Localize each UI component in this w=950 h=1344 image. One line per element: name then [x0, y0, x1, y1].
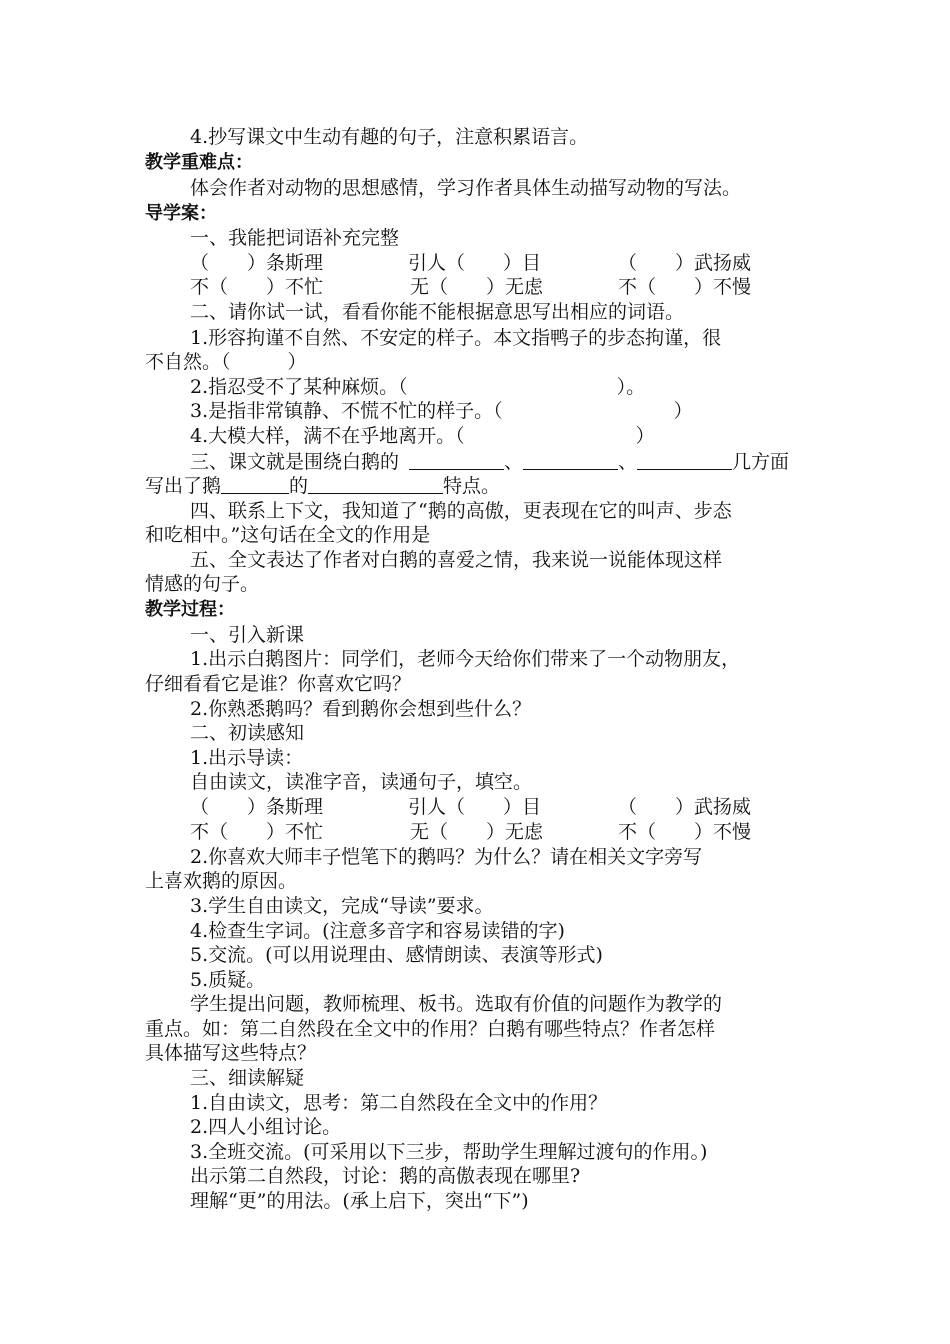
s2-para-b: 重点。如：第二自然段在全文中的作用？白鹅有哪些特点？作者怎样: [145, 1018, 716, 1040]
answer-blank: [409, 451, 504, 470]
s3-item2: 2.四人小组讨论。: [190, 1116, 342, 1138]
fill-blank-1: （ ）条斯理: [190, 796, 324, 818]
s2-item5: 5.交流。(可以用说理由、感情朗读、表演等形式): [190, 944, 603, 966]
section-3-title: 三、细读解疑: [190, 1067, 305, 1089]
fill-blank-5: 无（ ）无虑: [410, 821, 544, 843]
s2-item6: 5.质疑。: [190, 969, 266, 991]
guide-q2-item1-b: 不自然。（ ）: [145, 351, 307, 373]
fill-blank-5: 无（ ）无虑: [410, 276, 544, 298]
answer-blank: [637, 451, 732, 470]
guide-q2-item1-a: 1.形容拘谨不自然、不安定的样子。本文指鸭子的步态拘谨，很: [190, 327, 722, 349]
answer-blank: [523, 451, 618, 470]
fill-blank-3: （ ）武扬威: [618, 252, 752, 274]
answer-blank: [308, 475, 443, 494]
guide-q2-item4: 4.大模大样，满不在乎地离开。（ ）: [190, 425, 655, 447]
s3-item4: 出示第二自然段，讨论：鹅的高傲表现在哪里?: [190, 1165, 581, 1187]
fill-blank-2: 引人（ ）目: [408, 796, 542, 818]
s2-item3: 3.学生自由读文，完成“导读”要求。: [190, 895, 494, 917]
s3-item1: 1.自由读文，思考：第二自然段在全文中的作用？: [190, 1092, 608, 1114]
s2-reading-task: 自由读文，读准字音，读通句子，填空。: [190, 771, 533, 793]
s1-item2: 2.你熟悉鹅吗？看到鹅你会想到些什么？: [190, 698, 532, 720]
s2-item2-b: 上喜欢鹅的原因。: [145, 870, 298, 892]
fill-blank-1: （ ）条斯理: [190, 252, 324, 274]
guide-q2-item3: 3.是指非常镇静、不慌不忙的样子。（ ）: [190, 400, 693, 422]
guide-heading: 导学案：: [145, 203, 217, 224]
fill-blank-6: 不（ ）不慢: [618, 276, 752, 298]
guide-q2-item2: 2.指忍受不了某种麻烦。（ ）。: [190, 376, 646, 398]
guide-q2-title: 二、请你试一试，看看你能不能根据意思写出相应的词语。: [190, 301, 685, 323]
fill-blank-2: 引人（ ）目: [408, 252, 542, 274]
key-points-heading: 教学重难点：: [145, 152, 253, 173]
guide-q3-line2: [145, 475, 500, 497]
s3-item5: 理解“更”的用法。(承上启下，突出“下”): [190, 1190, 529, 1212]
guide-q3-text: 三、课文就是围绕白鹅的: [190, 451, 400, 473]
s2-item2-a: 2.你喜欢大师丰子恺笔下的鹅吗？为什么？请在相关文字旁写: [190, 846, 703, 868]
s2-para-c: 具体描写这些特点？: [145, 1042, 317, 1064]
process-heading: 教学过程：: [145, 599, 235, 620]
guide-q3-line1: [190, 451, 789, 473]
s2-para-a: 学生提出问题，教师梳理、板书。选取有价值的问题作为教学的: [190, 993, 723, 1015]
section-2-title: 二、初读感知: [190, 722, 305, 744]
fill-blank-4: 不（ ）不忙: [190, 821, 324, 843]
s3-item3: 3.全班交流。(可采用以下三步，帮助学生理解过渡句的作用。): [190, 1141, 708, 1163]
guide-q4-b: 和吃相中。”这句话在全文的作用是: [145, 524, 431, 546]
s2-item4: 4.检查生字词。(注意多音字和容易读错的字): [190, 920, 565, 942]
guide-q3-tail: 几方面: [732, 451, 790, 473]
s2-item1: 1.出示导读：: [190, 747, 304, 769]
fill-blank-6: 不（ ）不慢: [618, 821, 752, 843]
s1-item1-b: 仔细看看它是谁？你喜欢它吗？: [145, 673, 412, 695]
section-1-title: 一、引入新课: [190, 624, 305, 646]
separator: 、: [504, 451, 524, 473]
guide-q3-prefix: 写出了鹅: [145, 475, 222, 497]
fill-blank-4: 不（ ）不忙: [190, 276, 324, 298]
objective-4: 4.抄写课文中生动有趣的句子，注意积累语言。: [190, 126, 589, 148]
guide-q3-end: 特点。: [443, 475, 501, 497]
fill-blank-3: （ ）武扬威: [618, 796, 752, 818]
guide-q1-title: 一、我能把词语补充完整: [190, 227, 400, 249]
key-points-text: 体会作者对动物的思想感情，学习作者具体生动描写动物的写法。: [190, 177, 742, 199]
guide-q3-mid: 的: [289, 475, 309, 497]
guide-q5-b: 情感的句子。: [145, 573, 260, 595]
answer-blank: [221, 475, 289, 494]
separator: 、: [618, 451, 638, 473]
s1-item1-a: 1.出示白鹅图片：同学们，老师今天给你们带来了一个动物朋友，: [190, 648, 741, 670]
guide-q5-a: 五、全文表达了作者对白鹅的喜爱之情，我来说一说能体现这样: [190, 549, 723, 571]
guide-q4-a: 四、联系上下文，我知道了“鹅的高傲，更表现在它的叫声、步态: [190, 500, 732, 522]
